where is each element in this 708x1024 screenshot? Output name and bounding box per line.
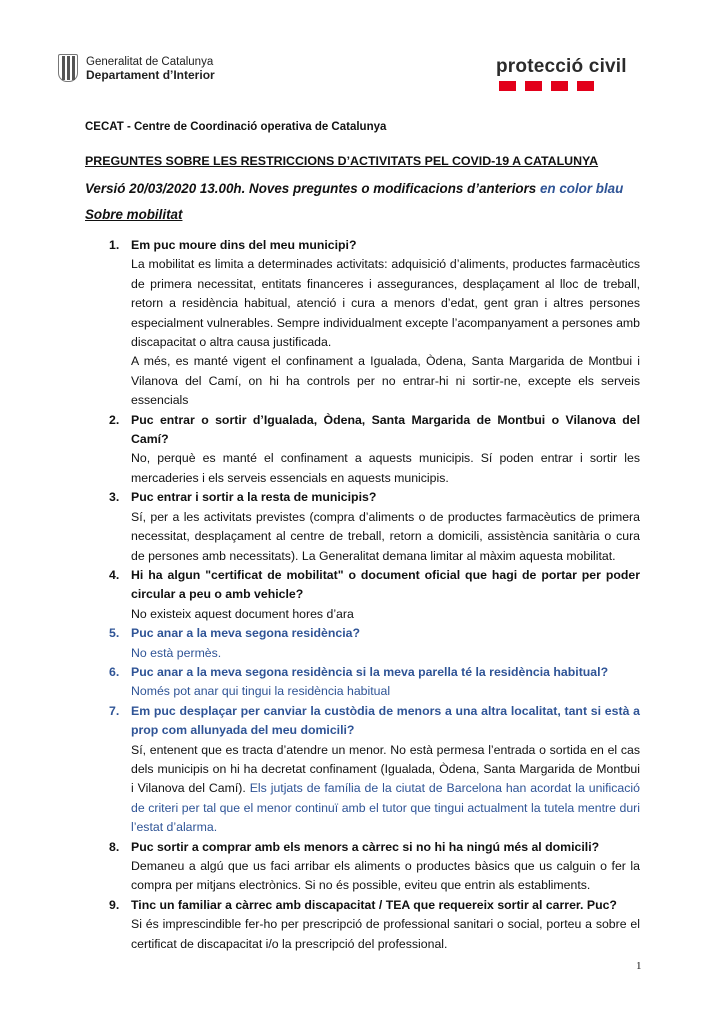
question-number: 2. [109,412,120,427]
question-text: Puc entrar i sortir a la resta de municipis? [131,490,377,505]
question-text: Puc anar a la meva segona residència si la meva parella té la residència habitual? [131,664,609,679]
question-item [0,488,708,566]
answer-text [131,741,640,838]
question-text: Puc entrar o sortir d’Igualada, Òdena, Santa Margarida de Montbui o Vilanova del Camí? [131,412,640,447]
question-text: Em puc moure dins del meu municipi? [131,238,357,252]
proteccio-civil-logo [496,56,627,91]
question-number: 9. [109,897,120,912]
version-highlight: en color blau [539,181,624,196]
answer-text: Demaneu a algú que us faci arribar els aliments o productes bàsics que us calguin o fer la compra per mitjans electrònics. Si no és possible, eviteu que entrin als establiments. [131,859,640,893]
section-heading: Sobre mobilitat [85,207,183,222]
question-item [0,236,708,411]
generalitat-logo [58,54,215,84]
organization-name: CECAT - Centre de Coordinació operativa de Catalunya [85,121,387,133]
question-list [0,236,708,954]
answer-text: No existeix aquest document hores d’ara [131,606,354,621]
document-title: PREGUNTES SOBRE LES RESTRICCIONS D’ACTIVITATS PEL COVID-19 A CATALUNYA [85,154,599,168]
generalitat-emblem-icon [58,54,80,84]
question-item [0,702,708,838]
answer-text: No, perquè es manté el confinament a aquests municipis. Sí poden entrar i sortir les mercaderies i els serveis essencials en aquests municipis. [131,451,640,485]
question-item [0,566,708,624]
answer-text-black: Sí, entenent que es tracta d’atendre un menor. No està permesa l’entrada o sortida en el cas dels municipis on hi ha decretat confinament (Igualada, Òdena, Santa Margarida de Montbui i Vilanova del Camí). [131,742,640,796]
answer-text: Si és imprescindible fer-ho per prescripció de professional sanitari o social, porteu a sobre el certificat de discapacitat i/o la prescripció del professional. [131,917,640,951]
question-text: Tinc un familiar a càrrec amb discapacitat / TEA que requereix sortir al carrer. Puc? [131,897,617,912]
question-number: 3. [109,490,120,505]
question-item [0,411,708,489]
answer-text: Només pot anar qui tingui la residència habitual [131,684,391,699]
answer-text-blue: Els jutjats de família de la ciutat de Barcelona han acordat la unificació de criteri per tal que el menor continuï amb el tutor que tingui actualment la tutela mentre duri l’estat d’alarma. [131,781,640,835]
version-line [85,181,623,196]
question-number: 4. [109,567,120,582]
generalitat-name: Generalitat de Catalunya [86,56,214,68]
page-number: 1 [636,960,642,972]
question-text: Hi ha algun "certificat de mobilitat" o document oficial que hagi de portar per poder circular a peu o amb vehicle? [131,567,640,602]
question-item-new [0,624,708,663]
answer-text: Sí, per a les activitats previstes (compra d’aliments o de productes farmacèutics de primera necessitat, desplaçament al centre de treball, retorn a domicili, assistència sanitària o cura de persones amb necessitats). La Generalitat demana limitar al màxim aquesta mobilitat. [131,509,640,563]
answer-text: La mobilitat es limita a determinades activitats: adquisició d’aliments, productes farmacèutics de primera necessitat, entitats financeres i assegurances, desplaçament al lloc de treball, retorn a residència habitual, atenció i cura a menors d’edat, gent gran i altres persones especialment vulnerables. Sempre individualment excepte l’acompanyament a persones amb discapacitat o altra causa justificada. [131,257,640,350]
question-number: 5. [109,626,120,641]
question-item [0,896,708,954]
question-item-new [0,663,708,702]
question-number: 1. [109,238,120,252]
answer-text: A més, es manté vigent el confinament a Igualada, Òdena, Santa Margarida de Montbui i Vilanova del Camí, on hi ha controls per no entrar-hi ni sortir-ne, excepte els serveis essencials [131,354,640,408]
question-text: Em puc desplaçar per canviar la custòdia de menors a una altra localitat, tant si està a prop com allunyada del meu domicili? [131,703,640,738]
department-name: Departament d’Interior [86,68,215,82]
proteccio-civil-wordmark: protecció civil [496,56,627,77]
proteccio-civil-squares-icon [499,81,627,91]
question-text: Puc anar a la meva segona residència? [131,626,360,641]
version-text: Versió 20/03/2020 13.00h. Noves preguntes o modificacions d’anteriors [85,181,540,196]
question-text: Puc sortir a comprar amb els menors a càrrec si no hi ha ningú més al domicili? [131,839,600,854]
question-item [0,838,708,896]
question-number: 7. [109,703,120,718]
answer-text: No està permès. [131,645,222,660]
question-number: 6. [109,664,120,679]
question-number: 8. [109,839,120,854]
